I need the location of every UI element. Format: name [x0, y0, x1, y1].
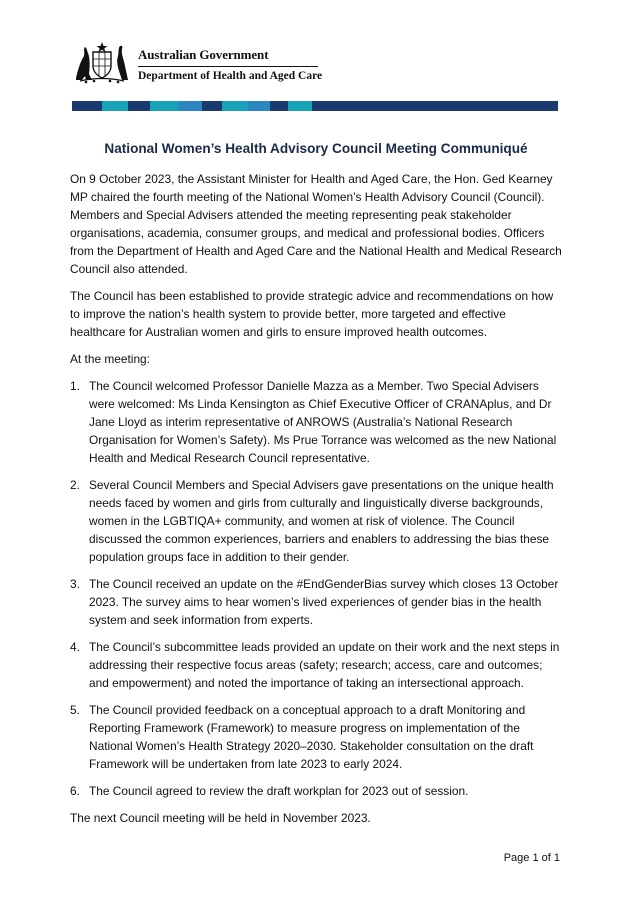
list-item-text: The Council received an update on the #EndGenderBias survey which closes 13 October 2023. The survey aims to hear women’s lived experiences of gender bias in the health system and seek information from experts. [89, 577, 559, 627]
list-item-text: The Council agreed to review the draft workplan for 2023 out of session. [89, 784, 469, 798]
list-item-text: The Council provided feedback on a conceptual approach to a draft Monitoring and Reporting Framework (Framework) to measure progress on implementation of the National Women’s Health Strategy 2020–2030. Stakeholder consultation on the draft Framework will be undertaken from late 2023 to early 2024. [89, 703, 534, 771]
decorative-color-bar [72, 101, 558, 111]
next-meeting-text: The next Council meeting will be held in November 2023. [70, 811, 371, 825]
page-number: Page 1 of 1 [503, 852, 560, 864]
list-item-number: 1. [70, 379, 80, 393]
intro-paragraph: On 9 October 2023, the Assistant Minister for Health and Aged Care, the Hon. Ged Kearney MP chaired the fourth meeting of the National Women’s Health Advisory Council (Council). Members and Special Advisers attended the meeting representing peak stakeholder organisations, academia, consumer groups, and medical and professional bodies. Officers from the Department of Health and Aged Care and the National Health and Medical Research Council also attended. [70, 172, 562, 276]
meeting-items-list [70, 377, 562, 800]
list-item-number: 4. [70, 640, 80, 654]
communique-body [70, 140, 562, 836]
list-item [70, 782, 562, 800]
list-item [70, 575, 562, 629]
lead-in-text: At the meeting: [70, 352, 150, 366]
list-item [70, 377, 562, 467]
document-title: National Women’s Health Advisory Council Meeting Communiqué [104, 141, 528, 156]
list-item-text: Several Council Members and Special Advisers gave presentations on the unique health needs faced by women and girls from culturally and linguistically diverse backgrounds, women in the LGBTIQA+ community, and women at risk of violence. The Council discussed the common experiences, barriers and enablers to addressing the bias these population groups face in addition to their gender. [89, 478, 554, 564]
list-item [70, 476, 562, 566]
list-item-text: The Council welcomed Professor Danielle Mazza as a Member. Two Special Advisers were welcomed: Ms Linda Kensington as Chief Executive Officer of CRANAplus, and Dr Jane Lloyd as interim representative of ANROWS (Australia’s National Research Organisation for Women’s Safety). Ms Prue Torrance was welcomed as the new National Health and Medical Research Council representative. [89, 379, 557, 465]
list-item [70, 701, 562, 773]
government-header [72, 38, 332, 88]
purpose-paragraph: The Council has been established to provide strategic advice and recommendations on how to improve the nation’s health system to provide better, more targeted and effective healthcare for Australian women and girls to ensure improved health outcomes. [70, 289, 554, 339]
list-item-number: 6. [70, 784, 80, 798]
list-item [70, 638, 562, 692]
department-name: Department of Health and Aged Care [138, 70, 323, 82]
government-name: Australian Government [138, 47, 269, 62]
coat-of-arms-icon [72, 40, 132, 84]
list-item-number: 2. [70, 478, 80, 492]
header-divider [138, 66, 318, 67]
list-item-number: 5. [70, 703, 80, 717]
list-item-text: The Council’s subcommittee leads provided an update on their work and the next steps in addressing their respective focus areas (safety; research; access, care and outcomes; and empowerment) and noted the importance of taking an intersectional approach. [89, 640, 560, 690]
list-item-number: 3. [70, 577, 80, 591]
